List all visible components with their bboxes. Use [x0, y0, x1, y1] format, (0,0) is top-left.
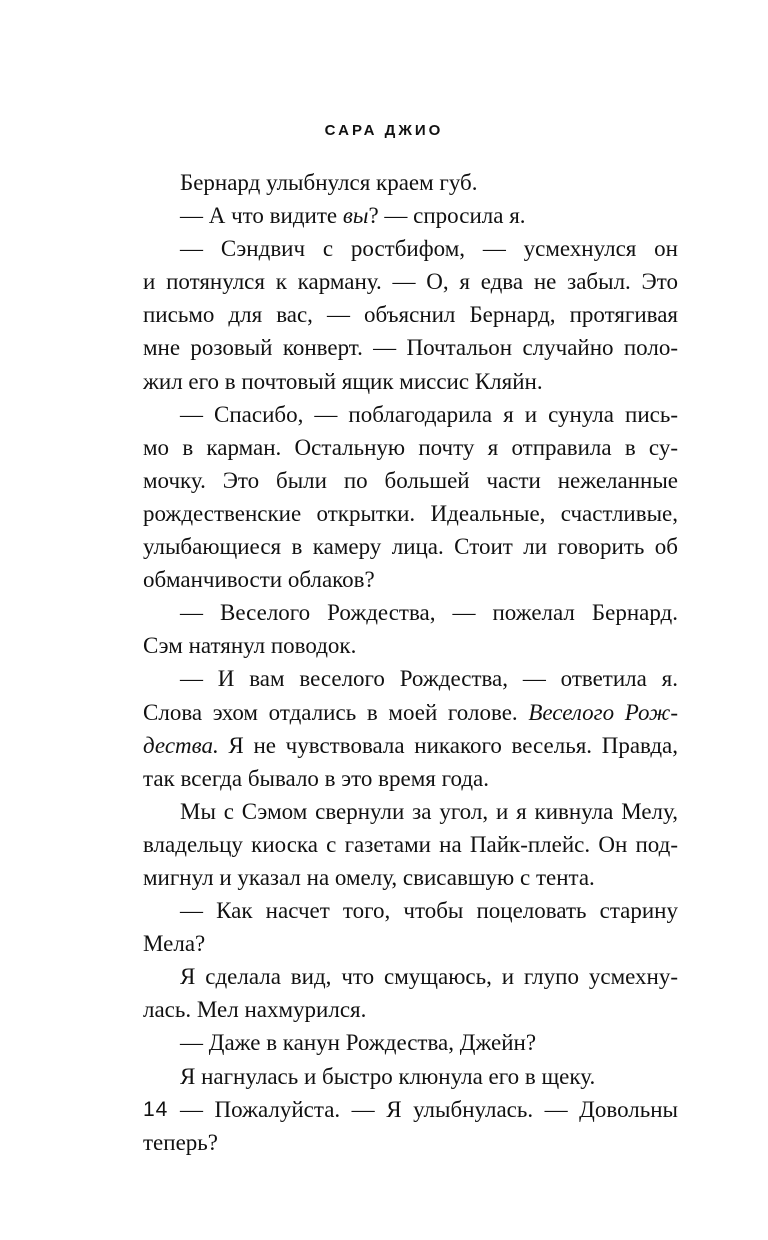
text-line: лась. Мел нахмурился.: [143, 997, 367, 1023]
text-line: Я сделала вид, что смущаюсь, и глупо усмехну-: [180, 964, 678, 990]
text-line: мо в карман. Остальную почту я отправила в су-: [143, 434, 678, 460]
text-line: — Спасибо, — поблагодарила я и сунула пись-: [180, 401, 678, 427]
italic-emphasis: Веселого Рож-: [528, 699, 678, 725]
text-line: Мела?: [143, 931, 206, 957]
text-line: Сэм натянул поводок.: [143, 633, 357, 659]
text-line: улыбающиеся в камеру лица. Стоит ли говорить об: [143, 534, 678, 560]
text-line: — И вам веселого Рождества, — ответила я.: [180, 666, 678, 692]
text-line: — Даже в канун Рождества, Джейн?: [180, 1030, 537, 1056]
text-segment: Я не чувствовала никакого веселья. Правда,: [218, 732, 678, 758]
text-line: — Пожалуйста. — Я улыбнулась. — Довольны: [180, 1096, 678, 1122]
text-line: рождественские открытки. Идеальные, счастливые,: [143, 500, 678, 526]
text-line: [143, 199, 678, 232]
text-segment: ? — спросила я.: [368, 203, 526, 229]
text-line: обманчивости облаков?: [143, 567, 375, 593]
text-line: владельцу киоска с газетами на Пайк-плейс. Он под-: [143, 831, 678, 857]
text-line: Я нагнулась и быстро клюнула его в щеку.: [180, 1063, 596, 1089]
text-line: [143, 729, 678, 762]
text-line: — Как насчет того, чтобы поцеловать старину: [180, 898, 678, 924]
text-line: — Веселого Рождества, — пожелал Бернард.: [180, 600, 678, 626]
text-line: [143, 696, 678, 729]
running-head: САРА ДЖИО: [324, 122, 444, 139]
page-number: 14: [143, 1098, 169, 1121]
text-line: мочку. Это были по большей части нежеланные: [143, 467, 678, 493]
text-segment: Слова эхом отдались в моей голове.: [143, 699, 529, 725]
text-line: Бернард улыбнулся краем губ.: [180, 170, 478, 195]
text-line: жил его в почтовый ящик миссис Кляйн.: [143, 368, 543, 394]
text-line: — Сэндвич с ростбифом, — усмехнулся он: [180, 236, 678, 262]
text-line: так всегда бывало в это время года.: [143, 765, 489, 791]
body-text: [143, 166, 678, 1159]
text-segment: — А что видите: [180, 203, 343, 229]
italic-emphasis: дества.: [143, 732, 219, 758]
text-line: мне розовый конверт. — Почтальон случайно поло-: [143, 335, 678, 361]
text-line: и потянулся к карману. — О, я едва не забыл. Это: [143, 269, 678, 295]
text-line: Мы с Сэмом свернули за угол, и я кивнула Мелу,: [180, 798, 678, 824]
text-line: теперь?: [143, 1129, 218, 1155]
text-line: мигнул и указал на омелу, свисавшую с тента.: [143, 864, 595, 890]
italic-emphasis: вы: [342, 203, 369, 229]
text-line: письмо для вас, — объяснил Бернард, протягивая: [143, 302, 678, 328]
